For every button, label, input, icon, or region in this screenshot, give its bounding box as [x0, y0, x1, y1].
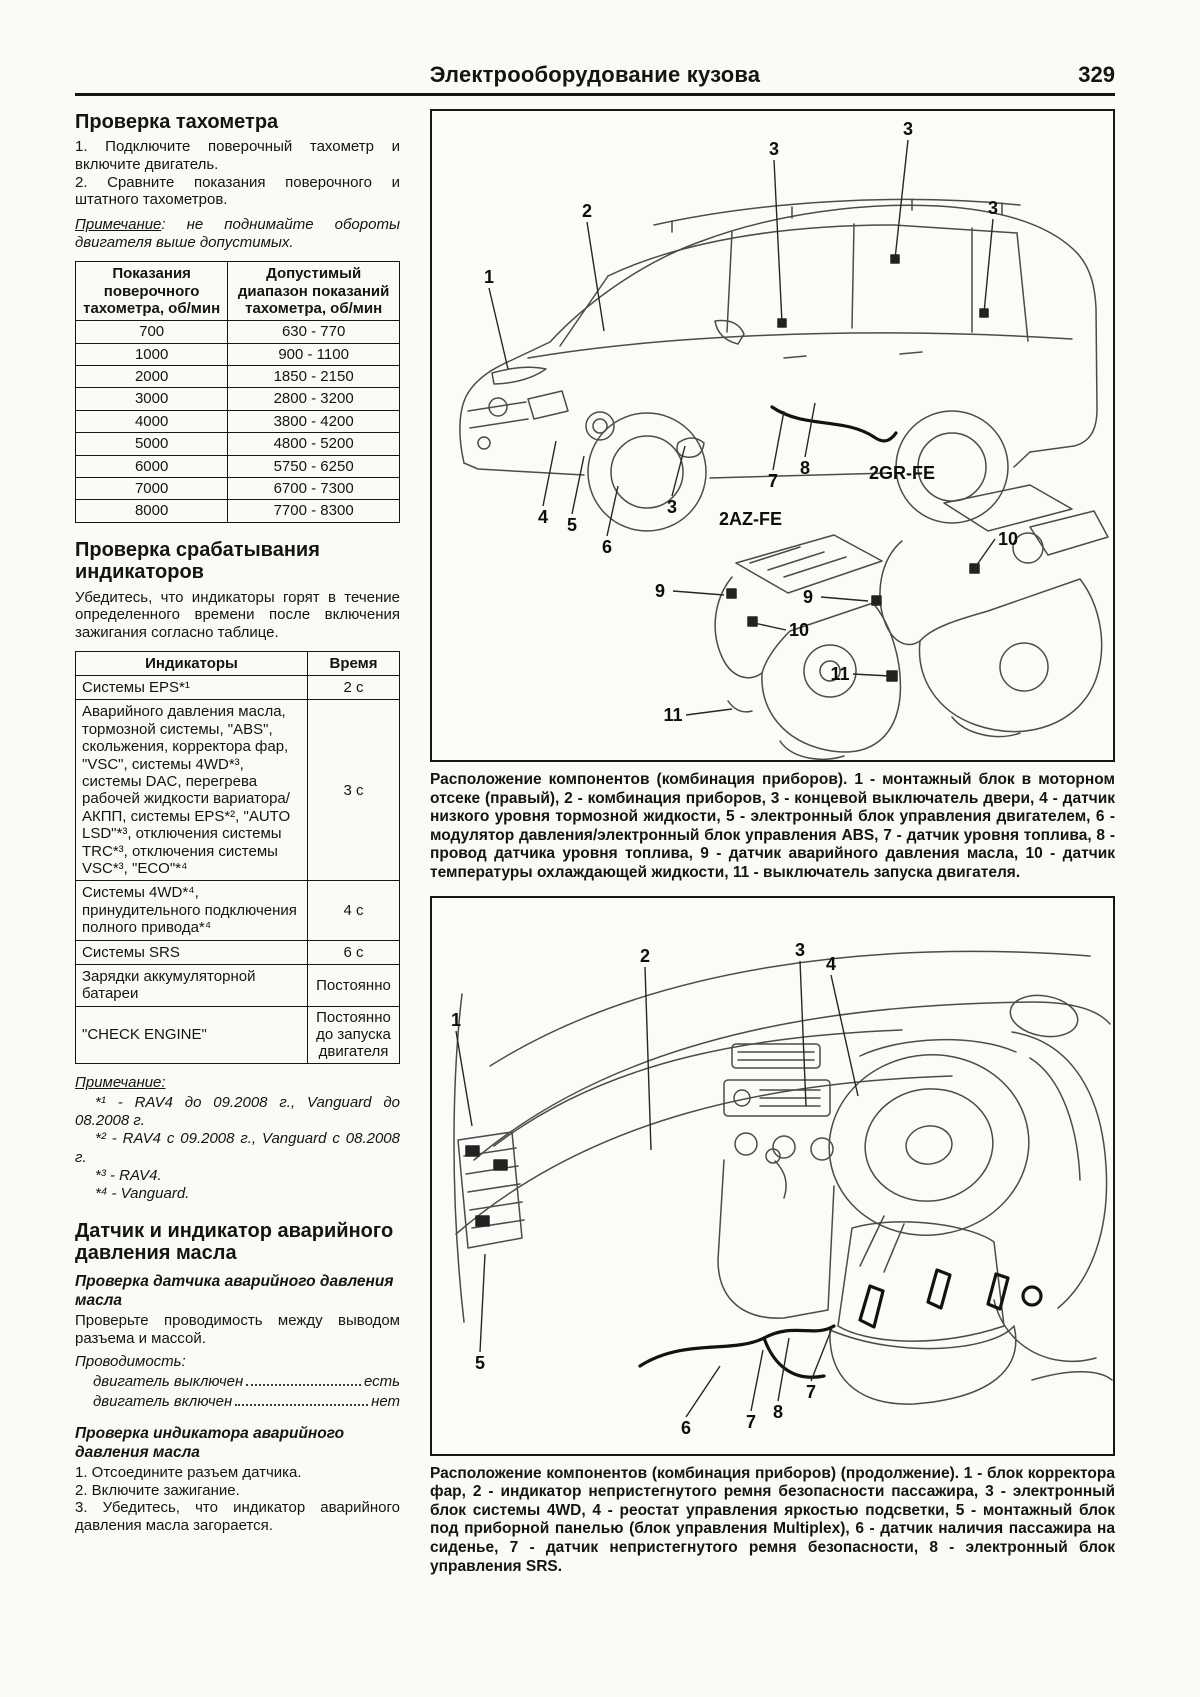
callout-leader-line: [984, 219, 993, 313]
callout-number: 2: [581, 201, 593, 221]
table-cell: Аварийного давления масла, тормозной системы, "ABS", скольжения, корректора фар, "VSC", системы 4WD*³, системы DAC, перегрева рабочей жидкости вариатора/АКПП, системы EPS*², "AUTO LSD"*³, отключения системы TRC*³, отключения системы VSC*³, "ECO"*⁴: [76, 700, 308, 881]
callout-number: 1: [483, 267, 495, 287]
column-header: Допустимый диапазон показаний тахометра, об/мин: [228, 262, 400, 321]
component-location-diagram-1: [432, 111, 1113, 760]
table-row: [76, 478, 400, 500]
callout-leader-line: [805, 403, 815, 457]
table-header-row: [76, 262, 400, 321]
figure-component-location-2: [430, 896, 1115, 1456]
column-header: Показания поверочного тахометра, об/мин: [76, 262, 228, 321]
table-row: [76, 881, 400, 940]
instruction-step: 3. Убедитесь, что индикатор аварийного давления масла загорается.: [75, 1499, 400, 1534]
section-heading-oil-pressure: Датчик и индикатор аварийного давления масла: [75, 1219, 394, 1265]
figure-1-caption: Расположение компонентов (комбинация приборов). 1 - монтажный блок в моторном отсеке (правый), 2 - комбинация приборов, 3 - концевой выключатель двери, 4 - датчик низкого уровня тормозной жидкости, 5 - электронный блок управления двигателем, 6 - модулятор давления/электронный блок управления ABS, 7 - датчик уровня топлива, 8 - провод датчика уровня топлива, 9 - датчик аварийного давления масла, 10 - датчик температуры охлаждающей жидкости, 11 - выключатель запуска двигателя.: [430, 771, 1115, 881]
dotted-leader: [235, 1404, 368, 1406]
subsection-heading-sensor-check: Проверка датчика аварийного давления масла: [75, 1273, 394, 1309]
table-cell: 1850 - 2150: [228, 366, 400, 388]
interior-diagram: [454, 951, 1112, 1404]
callout-number: 5: [566, 515, 578, 535]
callout-number: 5: [474, 1352, 486, 1373]
footnote-item: *² - RAV4 с 09.2008 г., Vanguard с 08.2008 г.: [75, 1130, 400, 1166]
callout-number: 8: [772, 1401, 784, 1422]
callout-leader-line: [607, 486, 618, 536]
page-header: [75, 0, 1115, 96]
callout-leader-line: [853, 674, 890, 676]
table-cell: 6 с: [308, 940, 400, 964]
condition-value: есть: [363, 1373, 400, 1391]
table-cell: 1000: [76, 343, 228, 365]
page-content: [0, 96, 1200, 1589]
callout-number: 9: [654, 581, 666, 601]
note-text: : не поднимайте обороты двигателя выше допустимых.: [75, 216, 400, 252]
table-cell: 4000: [76, 410, 228, 432]
footnote-item: *¹ - RAV4 до 09.2008 г., Vanguard до 08.2008 г.: [75, 1093, 400, 1130]
engine-2az-fe-diagram: [715, 535, 900, 759]
table-cell: 700: [76, 321, 228, 343]
table-cell: 5000: [76, 433, 228, 455]
table-cell: 3800 - 4200: [228, 410, 400, 432]
callout-leader-line: [773, 411, 784, 470]
callout-number: 7: [767, 471, 779, 491]
subsection-heading-indicator-check: Проверка индикатора аварийного давления масла: [75, 1425, 345, 1461]
table-cell: 6000: [76, 455, 228, 477]
table-cell: Постоянно: [308, 964, 400, 1006]
callout-leader-line: [821, 597, 868, 601]
indicator-times-table: [75, 651, 400, 1064]
table-cell: Постоянно до запуска двигателя: [308, 1006, 400, 1063]
table-cell: Системы EPS*¹: [76, 676, 308, 700]
conductivity-spec: [75, 1372, 400, 1411]
table-cell: 6700 - 7300: [228, 478, 400, 500]
text-column: [75, 109, 400, 1589]
section-heading-tachometer-check: Проверка тахометра: [75, 111, 279, 133]
footnotes: [75, 1094, 400, 1204]
table-row: [76, 500, 400, 522]
tachometer-readings-table: [75, 261, 400, 523]
dotted-leader: [246, 1384, 361, 1386]
callout-number: 11: [830, 664, 850, 684]
note-label: Примечание: [75, 216, 162, 234]
callout-leader-line: [480, 1254, 485, 1352]
conductivity-label: Проводимость:: [75, 1353, 186, 1371]
callout-leader-line: [572, 456, 584, 514]
callout-leader-line: [489, 288, 508, 369]
callout-number: 6: [601, 537, 613, 557]
instruction-step: 1. Подключите поверочный тахометр и включите двигатель.: [75, 138, 400, 174]
callout-number: 3: [666, 497, 678, 517]
callout-leader-line: [587, 222, 604, 331]
table-cell: 8000: [76, 500, 228, 522]
component-location-diagram-2: [432, 898, 1113, 1454]
callout-leader-line: [456, 1031, 472, 1126]
engine-label-2gr-fe: 2GR-FE: [869, 463, 936, 483]
callout-leader-line: [673, 591, 724, 595]
table-row: [76, 343, 400, 365]
callout-number: 3: [987, 198, 999, 218]
page-title: Электрооборудование кузова: [429, 62, 761, 87]
indicator-check-intro: Убедитесь, что индикаторы горят в течение определенного времени после включения зажигания согласно таблице.: [75, 588, 400, 641]
callout-leader-line: [754, 623, 786, 630]
callout-number: 3: [794, 939, 806, 960]
table-cell: 2800 - 3200: [228, 388, 400, 410]
figure-2-caption: Расположение компонентов (комбинация приборов) (продолжение). 1 - блок корректора фар, 2 - индикатор непристегнутого ремня безопасности пассажира, 3 - электронный блок системы 4WD, 4 - реостат управления яркостью подсветки, 5 - монтажный блок под приборной панелью (блок управления Multiplex), 6 - датчик наличия пассажира на сиденье, 7 - датчик непристегнутого ремня безопасности, 8 - электронный блок управления SRS.: [430, 1464, 1115, 1575]
table-row: [76, 1006, 400, 1063]
callout-number: 4: [537, 507, 549, 527]
footnote-item: *³ - RAV4.: [95, 1167, 162, 1185]
figure-column: [430, 109, 1115, 1589]
condition-text: двигатель выключен: [93, 1373, 244, 1391]
figure-1-callouts: [484, 119, 1018, 725]
footnotes-header: Примечание:: [75, 1073, 166, 1091]
table-cell: Системы 4WD*⁴, принудительного подключения полного привода*⁴: [76, 881, 308, 940]
callout-leader-line: [751, 1350, 763, 1411]
table-header-row: [76, 651, 400, 675]
instruction-step: 2. Сравните показания поверочного и штатного тахометров.: [75, 173, 400, 209]
callout-number: 11: [663, 705, 683, 725]
callout-number: 7: [745, 1411, 757, 1432]
callout-leader-line: [831, 975, 858, 1096]
table-cell: 4800 - 5200: [228, 433, 400, 455]
footnote-item: *⁴ - Vanguard.: [95, 1185, 190, 1203]
table-row: [76, 964, 400, 1006]
condition-value: нет: [371, 1392, 400, 1410]
callout-leader-line: [686, 1366, 720, 1417]
header-rule: [75, 93, 1115, 96]
callout-number: 10: [788, 620, 810, 640]
instruction-step: 2. Включите зажигание.: [75, 1481, 240, 1499]
engine-2gr-fe-diagram: [872, 485, 1108, 736]
engine-label-2az-fe: 2AZ-FE: [719, 509, 782, 529]
table-cell: 5750 - 6250: [228, 455, 400, 477]
table-row: [76, 410, 400, 432]
callout-number: 10: [997, 529, 1019, 549]
callout-leader-line: [686, 709, 732, 715]
table-row: [76, 676, 400, 700]
callout-number: 1: [450, 1009, 462, 1030]
table-row: [76, 366, 400, 388]
table-cell: 2000: [76, 366, 228, 388]
table-row: [76, 700, 400, 881]
table-cell: 630 - 770: [228, 321, 400, 343]
callout-number: 2: [639, 945, 651, 966]
callout-number: 3: [768, 139, 780, 159]
tachometer-check-steps: [75, 138, 400, 209]
table-cell: 3000: [76, 388, 228, 410]
table-cell: "CHECK ENGINE": [76, 1006, 308, 1063]
table-cell: Зарядки аккумуляторной батареи: [76, 964, 308, 1006]
callout-number: 9: [802, 587, 814, 607]
section-heading-indicator-check: Проверка срабатывания индикаторов: [75, 538, 320, 584]
table-row: [76, 455, 400, 477]
figure-component-location-1: [430, 109, 1115, 762]
conductivity-row: [75, 1392, 400, 1412]
callout-leader-line: [800, 961, 806, 1106]
column-header: Индикаторы: [76, 651, 308, 675]
figure-2-callouts: [451, 940, 858, 1438]
table-cell: 2 с: [308, 676, 400, 700]
table-cell: 7000: [76, 478, 228, 500]
table-row: [76, 940, 400, 964]
oil-indicator-steps: [75, 1464, 400, 1535]
table-cell: 3 с: [308, 700, 400, 881]
sensor-check-text: Проверьте проводимость между выводом разъема и массой.: [75, 1312, 400, 1347]
table-row: [76, 388, 400, 410]
table-cell: 900 - 1100: [228, 343, 400, 365]
callout-number: 6: [680, 1417, 692, 1438]
table-cell: Системы SRS: [76, 940, 308, 964]
callout-leader-line: [774, 160, 782, 323]
column-header: Время: [308, 651, 400, 675]
condition-text: двигатель включен: [93, 1392, 233, 1410]
instruction-step: 1. Отсоедините разъем датчика.: [75, 1463, 302, 1481]
callout-number: 3: [902, 119, 914, 139]
table-cell: 7700 - 8300: [228, 500, 400, 522]
callout-leader-line: [974, 539, 995, 569]
table-row: [76, 321, 400, 343]
table-cell: 4 с: [308, 881, 400, 940]
tachometer-note: [75, 216, 400, 252]
callout-number: 7: [805, 1381, 817, 1402]
conductivity-row: [75, 1372, 400, 1392]
callout-number: 4: [825, 953, 837, 974]
table-row: [76, 433, 400, 455]
page-number: 329: [1078, 62, 1115, 87]
callout-number: 8: [799, 458, 811, 478]
callout-leader-line: [811, 1328, 832, 1381]
